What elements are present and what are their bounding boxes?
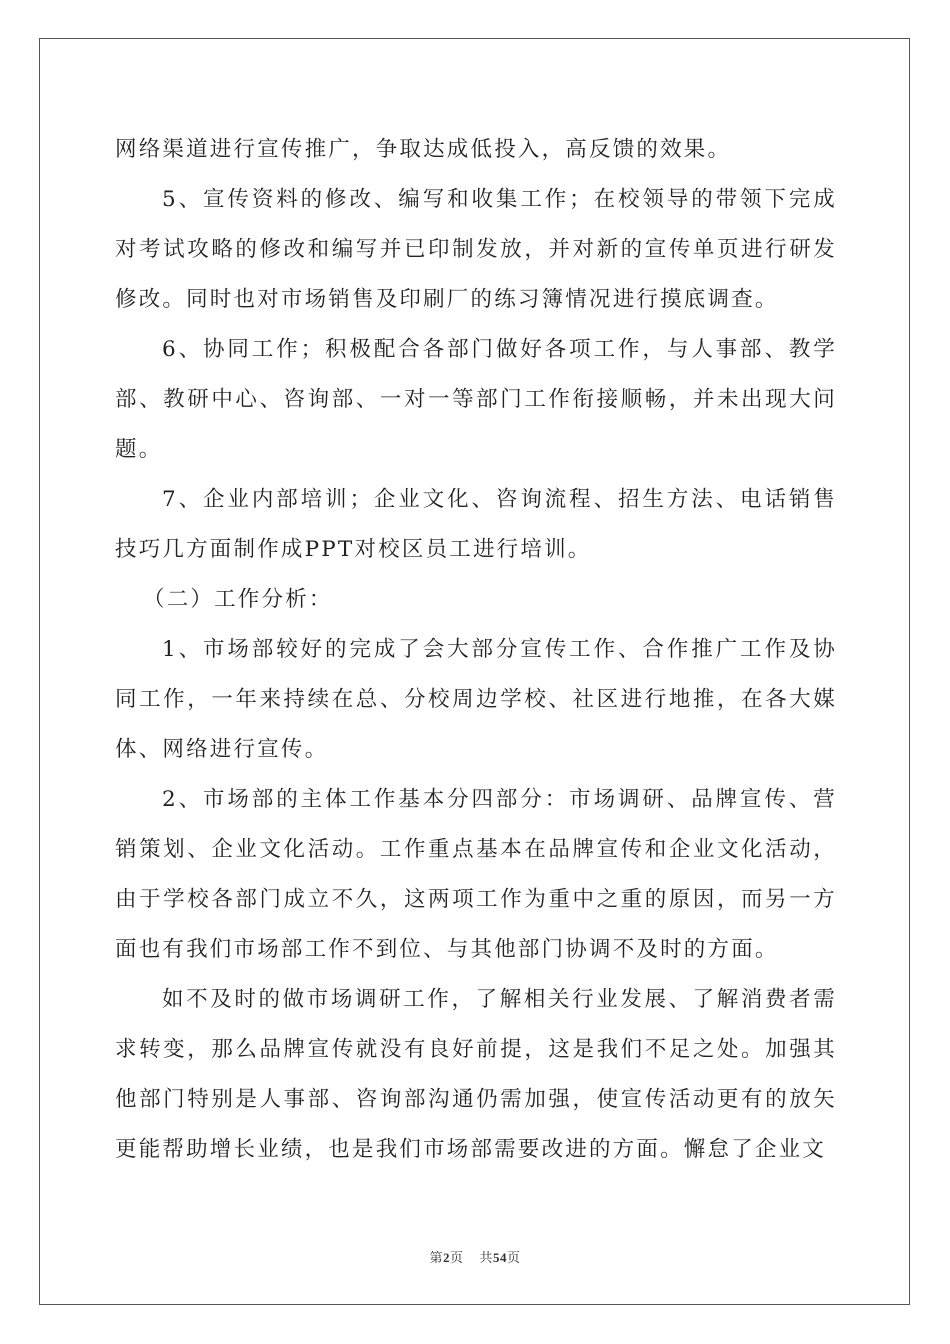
paragraph-analysis-1: 1、市场部较好的完成了会大部分宣传工作、合作推广工作及协同工作，一年来持续在总、分校周边学校、社区进行地推，在各大媒体、网络进行宣传。: [115, 637, 837, 762]
paragraph-item-6: 6、协同工作；积极配合各部门做好各项工作，与人事部、教学部、教研中心、咨询部、一对一等部门工作衔接顺畅，并未出现大问题。: [115, 337, 837, 462]
footer-total-suffix: 页: [507, 1251, 521, 1266]
page-footer: [0, 1247, 950, 1266]
footer-page-number: 2: [442, 1250, 450, 1265]
footer-page-suffix: 页: [449, 1251, 464, 1266]
paragraph-analysis-2: 2、市场部的主体工作基本分四部分：市场调研、品牌宣传、营销策划、企业文化活动。工作重点基本在品牌宣传和企业文化活动，由于学校各部门成立不久，这两项工作为重中之重的原因，而另一方面也有我们市场部工作不到位、与其他部门协调不及时的方面。: [115, 787, 837, 962]
paragraph-continuation: 网络渠道进行宣传推广，争取达成低投入，高反馈的效果。: [115, 137, 732, 162]
footer-page-prefix: 第: [429, 1251, 443, 1266]
section-heading-work-analysis: （二）工作分析：: [143, 587, 333, 612]
footer-total-prefix: 共: [479, 1251, 494, 1266]
document-body: [115, 125, 837, 1175]
paragraph-item-7: 7、企业内部培训；企业文化、咨询流程、招生方法、电话销售技巧几方面制作成PPT对校区员工进行培训。: [115, 487, 837, 562]
footer-total-pages: 54: [493, 1250, 508, 1265]
paragraph-shortcomings: 如不及时的做市场调研工作，了解相关行业发展、了解消费者需求转变，那么品牌宣传就没有良好前提，这是我们不足之处。加强其他部门特别是人事部、咨询部沟通仍需加强，使宣传活动更有的放矢更能帮助增长业绩，也是我们市场部需要改进的方面。懈怠了企业文: [115, 987, 837, 1162]
paragraph-item-5: 5、宣传资料的修改、编写和收集工作；在校领导的带领下完成对考试攻略的修改和编写并已印制发放，并对新的宣传单页进行研发修改。同时也对市场销售及印刷厂的练习簿情况进行摸底调查。: [115, 187, 837, 312]
